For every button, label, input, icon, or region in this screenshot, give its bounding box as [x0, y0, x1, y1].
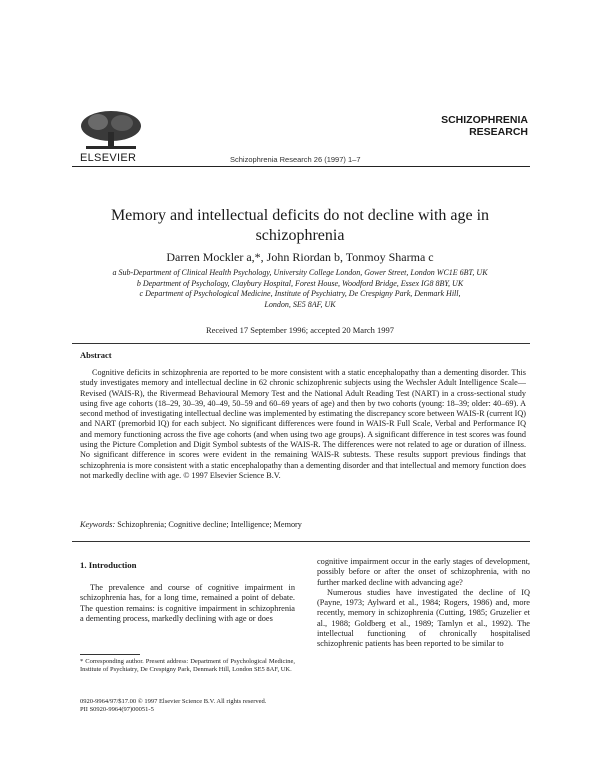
corresponding-author-footnote: * Corresponding author. Present address: Department of Psychological Medicine, Institute of Psychiatry, De Crespigny Park, Denmark Hill, London SE5 8AF, UK. — [80, 658, 295, 674]
journal-title-line1: SCHIZOPHRENIA — [441, 114, 528, 126]
affiliation-a: a Sub-Department of Clinical Health Psychology, University College London, Gower Street, London WC1E 6BT, UK — [112, 268, 488, 277]
affiliation-c: c Department of Psychological Medicine, Institute of Psychiatry, De Crespigny Park, Denmark Hill, — [139, 289, 461, 298]
intro-paragraph-col2-2: Numerous studies have investigated the decline of IQ (Payne, 1973; Aylward et al., 1984; Rogers, 1986) and, more recently, memory in schizophrenia (Cutting, 1985; Gruzelier et al., 1988; Goldberg et al., 1989; Tamlyn et al., 1992). The intellectual functioning of chronically hospitalised schizophrenic patients has been reported to be similar to — [317, 587, 530, 649]
journal-title — [441, 114, 528, 138]
keywords-label: Keywords: — [80, 520, 116, 529]
author-list: Darren Mockler a,*, John Riordan b, Tonmoy Sharma c — [166, 250, 434, 264]
footnote-divider — [80, 654, 140, 655]
keywords-list: Schizophrenia; Cognitive decline; Intelligence; Memory — [117, 520, 302, 529]
journal-citation: Schizophrenia Research 26 (1997) 1–7 — [230, 155, 361, 164]
right-column — [317, 557, 530, 650]
abstract-bottom-divider — [72, 541, 530, 542]
affiliation-b: b Department of Psychology, Claybury Hospital, Forest House, Woodford Bridge, Essex IG8 8BY, UK — [136, 278, 464, 288]
affiliations — [80, 268, 520, 310]
received-dates: Received 17 September 1996; accepted 20 March 1997 — [205, 325, 395, 335]
intro-paragraph-col1: The prevalence and course of cognitive impairment in schizophrenia has, for a long time, remained a point of debate. The question remains: is cognitive impairment in schizophrenia a dementing process, markedly declining with age or does — [80, 583, 295, 623]
publisher-name: ELSEVIER — [80, 152, 137, 164]
abstract-text: Cognitive deficits in schizophrenia are reported to be more consistent with a static encephalopathy than a dementing disorder. This study investigates memory and intellectual decline in 62 chronic schizophrenic subjects using the Wechsler Adult Intelligence Scale—Revised (WAIS-R), the Rivermead Behavioural Memory Test and the National Adult Reading Test (NART) in a cross-sectional study using five age cohorts (18–29, 30–39, 40–49, 50–59 and 60–69 years of age) and then by two cohorts (young: 18–39; older: 40–69). A second method of investigating intellectual decline was implemented by estimating the discrepancy score between WAIS-R (current IQ) and NART (premorbid IQ) for each subject. No significant differences were found in WAIS-R Full Scale, Verbal and Performance IQ and memory functioning across the five age cohorts (and when using two age groups). A significant difference in test scores was found using the Picture Completion and Digit Symbol subtests of the WAIS-R. The differences were not related to age or duration of illness. No significant difference in scores were evident in the remaining WAIS-R subtests. These results support previous findings that schizophrenia is more consistent with a static encephalopathy than a dementing disorder and that intellectual and memory function does not markedly decline with age. © 1997 Elsevier Science B.V. — [80, 368, 526, 480]
journal-title-line2: RESEARCH — [469, 126, 528, 138]
pii-line: PII S0920-9964(97)00051-5 — [80, 706, 154, 714]
issn-line: 0920-9964/97/$17.00 © 1997 Elsevier Science B.V. All rights reserved. — [80, 698, 267, 705]
intro-paragraph-col2-1: cognitive impairment occur in the early stages of development, possibly before or after the onset of schizophrenia, with no further marked decline with advancing age? — [317, 557, 530, 587]
article-title-line1: Memory and intellectual deficits do not decline with age in — [110, 207, 490, 224]
abstract-top-divider — [72, 343, 530, 344]
article-title-line2: schizophrenia — [255, 227, 345, 244]
header-divider — [72, 166, 530, 167]
affiliation-c-cont: London, SE5 8AF, UK — [264, 299, 336, 309]
copyright-line — [80, 698, 266, 714]
elsevier-tree-logo — [72, 108, 150, 152]
article-title — [80, 206, 520, 246]
section-heading: 1. Introduction — [80, 560, 137, 570]
abstract-heading: Abstract — [80, 350, 112, 360]
keywords-line — [80, 520, 302, 529]
